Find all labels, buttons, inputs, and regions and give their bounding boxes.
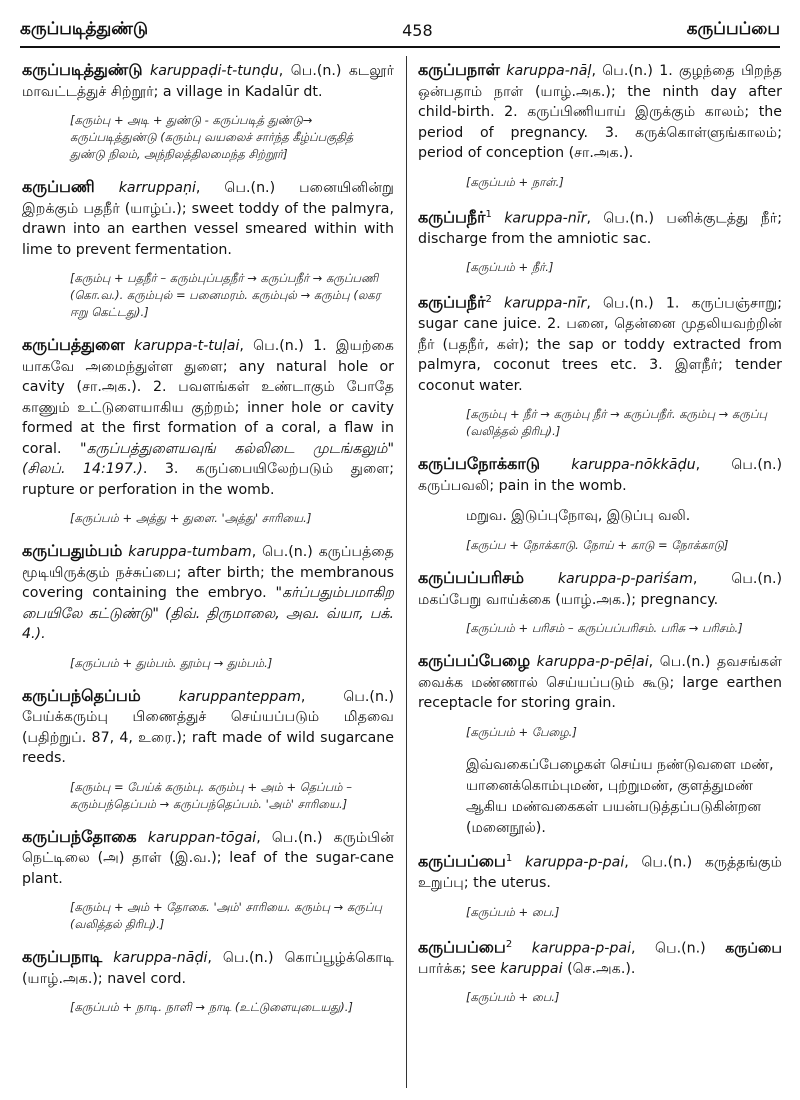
dictionary-entry (418, 454, 782, 496)
entry-definition: , பெ.(n.) பனையினின்று இறக்கும் பதநீர் (யாழ்ப்.); sweet toddy of the palmyra, drawn into an earthen vessel smeared within with lime to prevent fermentation. (22, 180, 394, 258)
entry-definition: , பெ.(n.) 1. கருப்பஞ்சாறு; sugar cane juice. 2. பனை, தென்னை முதலியவற்றின் நீர் (பதநீர், கள்); the sap or toddy extracted from palmyra, coconut trees etc. 3. இளநீர்; tender coconut water. (418, 295, 782, 394)
entry-definition: , பெ.(n.) பனிக்குடத்து நீர்; discharge from the amniotic sac. (418, 210, 782, 247)
entry-headword: கருப்பநாடி (22, 947, 103, 966)
entry-definition: . 3. கருப்பையிலேற்படும் துளை; rupture or perforation in the womb. (22, 461, 394, 498)
entry-headword: கருப்பநாள் (418, 60, 500, 79)
entry-definition: , பெ.(n.) கருத்தங்கும் உறுப்பு; the uterus. (418, 854, 782, 892)
homonym-number: 2 (485, 294, 492, 306)
entry-headword: கருப்பந்தெப்பம் (22, 685, 141, 705)
entry-headword: கருப்பநோக்காடு (418, 454, 540, 474)
entry-definition: , பெ.(n.) 1. இயற்கை யாகவே அமைந்துள்ள துளை; any natural hole or cavity (சா.அக.). 2. பவளங்கள் உண்டாகும் போதே காணும் உட்டுளையாகிய குற்றம்; inner hole or cavity formed at the first formation of a coral, a flaw in coral. (22, 338, 394, 457)
entry-transliteration: karuppa-p-pai (524, 854, 625, 871)
entry-definition: , பெ.(n.) (631, 940, 726, 957)
entry-etymology: [கருப்பம் + தும்பம். தூம்பு → தும்பம்.] (70, 655, 273, 670)
entry-transliteration: karuppa-nōkkāḍu (571, 457, 696, 474)
entry-definition: , பெ.(n.) கடலூர் மாவட்டத்துச் சிற்றூர்; a village in Kadalūr dt. (22, 63, 394, 100)
entry-headword: கருப்பத்துளை (22, 335, 125, 354)
entry-transliteration: karuppa-tumbam (128, 544, 252, 560)
entry-headword: கருப்பந்தோகை (22, 826, 137, 846)
entry-etymology: [கருப்பம் + அத்து + துளை. 'அத்து' சாரியை.] (70, 511, 312, 525)
entry-synonyms-note: மறுவ. இடுப்புநோவு, இடுப்பு வலி. (466, 508, 691, 525)
entry-transliteration: karuppa-nāḷ (506, 63, 592, 79)
entry-definition: , பெ.(n.) மகப்பேறு வாய்க்கை (யாழ்.அக.); pregnancy. (418, 571, 783, 608)
entry-etymology: [கருப்பம் + பேழை.] (466, 724, 577, 739)
entry-definition: பார்க்க; see (418, 960, 501, 977)
entry-etymology: [கருப்பம் + பரிசம் – கருப்பப்பரிசம். பரிசு → பரிசம்.] (466, 621, 743, 636)
entry-quotation: "கருப்பத்துளையவுங் கல்லிடை முடங்கலும்" (சிலப். 14:197.) (22, 440, 394, 477)
right-column (418, 60, 782, 1020)
dictionary-entry (418, 651, 782, 714)
entry-etymology: [கருப்பம் + நாடி. நாளி → நாடி (உட்டுளையுடையது).] (70, 1000, 353, 1014)
column-divider (406, 56, 407, 1088)
entry-definition: , பெ.(n.) பேய்க்கரும்பு பிணைத்துச் செய்யப்படும் மிதவை (பதிற்றுப். 87, 4, உரை.); raft made of wild sugarcane reeds. (22, 688, 395, 766)
entry-etymology: [கரும்பு + பதநீர் – கரும்புப்பதநீர் → கருப்பநீர் → கருப்பணி (கொ.வ.). கரும்புல் = பனைமரம். கரும்புல் → கரும்பு (லகர ஈறு கெட்டது).] (70, 271, 381, 319)
entry-etymology: [கருப்பம் + பை.] (466, 904, 560, 919)
entry-definition: , பெ.(n.) கரும்பின் நெட்டிலை (அ) தாள் (இ.வ.); leaf of the sugar-cane plant. (22, 829, 394, 887)
page-header (20, 8, 780, 48)
entry-etymology: [கருப்ப + நோக்காடு. நோய் + காடு = நோக்காடு] (466, 538, 729, 553)
entry-headword: கருப்பநீர் (418, 207, 486, 227)
page-number: 458 (402, 21, 433, 40)
dictionary-entry (22, 827, 394, 890)
entry-etymology: [கரும்பு + அம் + தோகை. 'அம்' சாரியை. கரும்பு → கருப்பு (வலித்தல் திரிபு).] (70, 900, 383, 931)
dictionary-entry (22, 947, 394, 989)
entry-transliteration: karuppa-p-pariśam (557, 571, 693, 588)
entry-headword: கருப்பநீர் (418, 292, 486, 312)
header-left-guideword: கருப்படித்துண்டு (20, 19, 149, 39)
entry-transliteration: karruppaṇi (118, 180, 196, 196)
dictionary-entry (418, 60, 782, 164)
entry-headword: கருப்பப்பரிசம் (418, 568, 524, 588)
dictionary-entry (418, 290, 782, 396)
entry-transliteration: karuppanteppam (178, 688, 301, 705)
entry-etymology: [கரும்பு + நீர் → கரும்பு நீர் → கருப்பநீர். கரும்பு → கருப்பு (வலித்தல் திரிபு).] (466, 407, 768, 439)
entry-definition: , பெ.(n.) கருப்பவலி; pain in the womb. (418, 457, 783, 494)
entry-transliteration: karuppa-nīr (504, 210, 587, 227)
entry-headword: கருப்பணி (22, 177, 95, 196)
entry-transliteration: karuppa-p-pēḷai (536, 654, 649, 671)
dictionary-entry (22, 177, 394, 260)
entry-transliteration: karuppa-nāḍi (113, 950, 208, 966)
homonym-number: 1 (505, 852, 513, 864)
homonym-number: 1 (485, 208, 492, 220)
entry-transliteration: karuppa-t-tuḷai (134, 338, 240, 354)
entry-headword: கருப்பப்பை (418, 851, 506, 871)
homonym-number: 2 (505, 938, 513, 950)
dictionary-entry (418, 568, 782, 610)
entry-quotation: "கர்ப்பதும்பமாகிற பையிலே கட்டுண்டு" (திவ். திருமாலை, அவ. வ்யா, பக். 4.). (22, 585, 394, 642)
entry-headword: கருப்படித்துண்டு (22, 60, 143, 79)
cross-reference-word: கருப்பை (725, 940, 782, 957)
entry-headword: கருப்பதும்பம் (22, 541, 123, 560)
dictionary-entry (418, 205, 782, 250)
dictionary-entry (22, 335, 394, 500)
entry-headword: கருப்பப்பை (418, 937, 506, 957)
entry-etymology: [கருப்பம் + நீர்.] (466, 260, 554, 275)
cross-reference-transliteration: karuppai (500, 960, 563, 977)
entry-definition: , பெ.(n.) கருப்பத்தை மூடியிருக்கும் நச்சுப்பை; after birth; the membranous covering containing the embryo. (22, 544, 394, 601)
dictionary-entry (418, 935, 782, 980)
entry-definition: , பெ.(n.) தவசங்கள் வைக்க மண்ணால் செய்யப்படும் கூடு; large earthen receptacle for storing grain. (418, 654, 782, 712)
entry-etymology: [கருப்பம் + பை.] (466, 990, 560, 1005)
left-column (22, 60, 394, 1030)
entry-usage-note: இவ்வகைப்பேழைகள் செய்ய நண்டுவளை மண், யானைக்கொம்புமண், புற்றுமண், குளத்துமண் ஆகிய மண்வகைகள் பயன்படுத்தப்படுகின்றன (மனைநூல்). (466, 756, 774, 836)
entry-definition: (செ.அக.). (562, 960, 636, 977)
dictionary-entry (22, 60, 394, 102)
entry-transliteration: karuppa-p-pai (531, 940, 632, 957)
entry-transliteration: karuppaḍi-t-tunḍu (150, 63, 279, 79)
header-right-guideword: கருப்பப்பை (686, 19, 780, 39)
dictionary-entry (418, 849, 782, 894)
entry-transliteration: karuppa-nīr (504, 295, 587, 312)
dictionary-entry (22, 686, 394, 769)
entry-definition: , பெ.(n.) 1. குழந்தை பிறந்த ஒன்பதாம் நாள் (யாழ்.அக.); the ninth day after child-birth. 2. கருப்பிணியாய் இருக்கும் காலம்; the period of pregnancy. 3. கருக்கொள்ளுங்காலம்; period of conception (சா.அக.). (418, 63, 783, 161)
entry-headword: கருப்பப்பேழை (418, 651, 531, 671)
entry-transliteration: karuppan-tōgai (147, 829, 257, 846)
entry-etymology: [கருப்பம் + நாள்.] (466, 174, 564, 189)
entry-etymology: [கரும்பு + அடி + துண்டு - கருப்படித் துண்டு→ கருப்படித்துண்டு (கரும்பு வயலைச் சார்ந்த கீழ்ப்பகுதித் துண்டு நிலம், அந்நிலத்திலமைந்த சிற்றூர்] (70, 113, 354, 161)
dictionary-entry (22, 541, 394, 645)
entry-etymology: [கரும்பு = பேய்க் கரும்பு. கரும்பு + அம் + தெப்பம் – கரும்பந்தெப்பம் → கருப்பந்தெப்பம். 'அம்' சாரியை.] (70, 779, 352, 811)
entry-definition: , பெ.(n.) கொப்பூழ்க்கொடி (யாழ்.அக.); navel cord. (22, 950, 394, 987)
